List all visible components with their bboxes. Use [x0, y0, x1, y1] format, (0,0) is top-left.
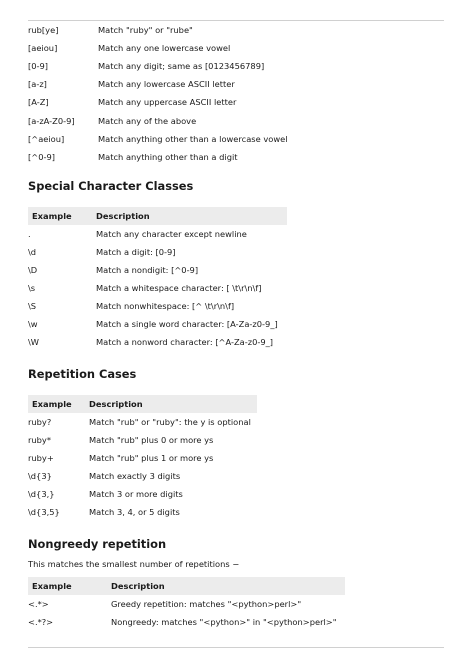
- example-cell: ruby+: [28, 453, 54, 463]
- description-cell: Greedy repetition: matches "<python>perl>": [111, 599, 302, 609]
- example-cell: \s: [28, 283, 36, 293]
- example-cell: [a-zA-Z0-9]: [28, 115, 75, 126]
- section-heading: Repetition Cases: [28, 367, 137, 381]
- column-header-description: Description: [89, 399, 143, 409]
- table-header: [28, 395, 257, 413]
- example-cell: [A-Z]: [28, 97, 49, 108]
- table-row: [28, 315, 444, 333]
- description-cell: Match a whitespace character: [ \t\r\n\f]: [96, 283, 262, 293]
- description-cell: Match a nondigit: [^0-9]: [96, 265, 199, 275]
- description-cell: Match a digit: [0-9]: [96, 247, 176, 257]
- section-heading: Special Character Classes: [28, 179, 194, 193]
- description-cell: Match anything other than a lowercase vowel: [98, 133, 288, 144]
- table-row: [28, 431, 444, 449]
- description-cell: Match 3 or more digits: [89, 489, 183, 499]
- description-cell: Match any lowercase ASCII letter: [98, 79, 235, 90]
- example-cell: rub[ye]: [28, 25, 59, 36]
- table-row: [28, 297, 444, 315]
- table-row: [28, 21, 444, 39]
- table-row: [28, 261, 444, 279]
- example-cell: [^aeiou]: [28, 133, 65, 144]
- table-row: [28, 413, 444, 431]
- example-cell: <.*?>: [28, 617, 54, 627]
- table-row: [28, 613, 444, 631]
- table-row: [28, 39, 444, 57]
- description-cell: Match any one lowercase vowel: [98, 43, 231, 54]
- example-cell: [^0-9]: [28, 151, 55, 162]
- example-cell: .: [28, 229, 31, 239]
- special-classes-table: [28, 207, 444, 351]
- description-cell: Match "rub" plus 1 or more ys: [89, 453, 214, 463]
- document-body: [28, 21, 444, 631]
- example-cell: \W: [28, 337, 39, 347]
- description-cell: Match any character except newline: [96, 229, 247, 239]
- table-row: [28, 57, 444, 75]
- description-cell: Match any of the above: [98, 115, 197, 126]
- example-cell: \d{3}: [28, 471, 52, 481]
- table-row: [28, 148, 444, 166]
- description-cell: Match any digit; same as [0123456789]: [98, 61, 265, 72]
- table-header: [28, 577, 345, 595]
- nongreedy-table: [28, 577, 444, 631]
- example-cell: \S: [28, 301, 37, 311]
- description-cell: Match "ruby" or "rube": [98, 25, 193, 36]
- column-header-example: Example: [32, 581, 72, 591]
- table-row: [28, 243, 444, 261]
- description-cell: Nongreedy: matches "<python>" in "<python>perl>": [111, 617, 337, 627]
- description-cell: Match exactly 3 digits: [89, 471, 181, 481]
- description-cell: Match 3, 4, or 5 digits: [89, 507, 180, 517]
- table-row: [28, 503, 444, 521]
- example-cell: <.*>: [28, 599, 49, 609]
- section-heading: Nongreedy repetition: [28, 537, 167, 551]
- table-row: [28, 225, 444, 243]
- description-cell: Match anything other than a digit: [98, 151, 238, 162]
- description-cell: Match "rub" or "ruby": the y is optional: [89, 417, 251, 427]
- description-cell: Match a single word character: [A-Za-z0-9_]: [96, 319, 278, 329]
- table-row: [28, 333, 444, 351]
- description-cell: Match a nonword character: [^A-Za-z0-9_]: [96, 337, 274, 347]
- section-intro: This matches the smallest number of repetitions −: [28, 559, 240, 569]
- example-cell: ruby?: [28, 417, 52, 427]
- example-cell: \d: [28, 247, 37, 257]
- table-row: [28, 130, 444, 148]
- example-cell: \D: [28, 265, 38, 275]
- column-header-example: Example: [32, 399, 72, 409]
- table-row: [28, 485, 444, 503]
- example-cell: \d{3,5}: [28, 507, 60, 517]
- table-row: [28, 93, 444, 111]
- repetition-table: [28, 395, 444, 521]
- example-cell: ruby*: [28, 435, 51, 445]
- table-row: [28, 467, 444, 485]
- table-row: [28, 449, 444, 467]
- example-cell: [a-z]: [28, 79, 47, 90]
- table-row: [28, 111, 444, 129]
- column-header-description: Description: [111, 581, 165, 591]
- table-row: [28, 75, 444, 93]
- description-cell: Match "rub" plus 0 or more ys: [89, 435, 214, 445]
- table-header: [28, 207, 287, 225]
- description-cell: Match any uppercase ASCII letter: [98, 97, 237, 108]
- table-row: [28, 279, 444, 297]
- description-cell: Match nonwhitespace: [^ \t\r\n\f]: [96, 301, 235, 311]
- column-header-description: Description: [96, 211, 150, 221]
- example-cell: \w: [28, 319, 38, 329]
- character-class-table: [28, 21, 444, 171]
- column-header-example: Example: [32, 211, 72, 221]
- example-cell: [aeiou]: [28, 43, 58, 54]
- table-row: [28, 595, 444, 613]
- bottom-divider: [28, 647, 444, 648]
- example-cell: \d{3,}: [28, 489, 55, 499]
- example-cell: [0-9]: [28, 61, 49, 72]
